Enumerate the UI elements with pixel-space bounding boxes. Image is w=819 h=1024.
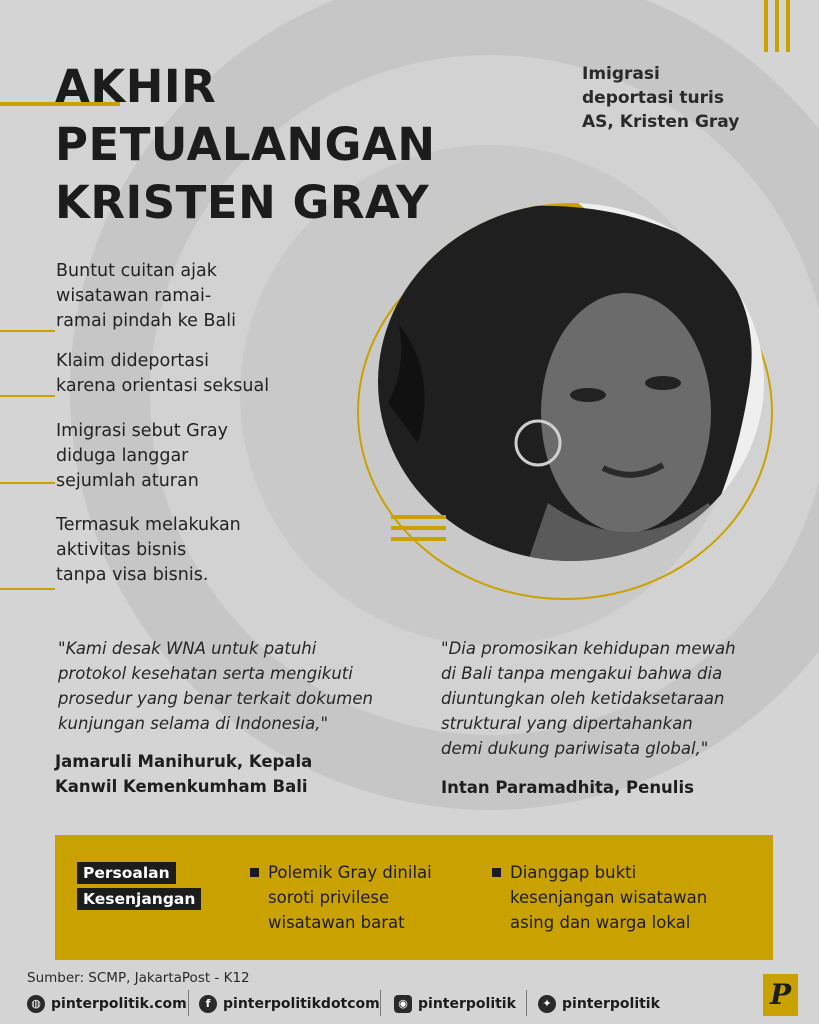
key-point-1: [56, 259, 236, 334]
key-point-line: Klaim dideportasi: [56, 351, 209, 371]
subtitle-line-1: Imigrasi: [582, 64, 660, 84]
key-point-line: diduga langgar: [56, 446, 189, 466]
instagram-icon: ◉: [394, 995, 412, 1013]
social-label: pinterpolitik: [562, 996, 660, 1012]
brand-logo: P: [763, 974, 798, 1016]
title-line-3: KRISTEN GRAY: [55, 176, 430, 229]
key-point-2: [56, 349, 269, 399]
quote-line: "Kami desak WNA untuk patuhi: [58, 639, 317, 658]
quote-1: [58, 636, 438, 736]
quote-line: demi dukung pariwisata global,": [441, 739, 709, 758]
quote-line: kunjungan selama di Indonesia,": [58, 714, 329, 733]
issue-line: wisatawan barat: [268, 913, 405, 932]
key-point-line: sejumlah aturan: [56, 471, 199, 491]
point-accent-line: [0, 395, 55, 397]
key-point-line: ramai pindah ke Bali: [56, 311, 236, 331]
quote-line: diuntungkan oleh ketidaksetaraan: [441, 689, 725, 708]
facebook-icon: f: [199, 995, 217, 1013]
quote-line: di Bali tanpa mengakui bahwa dia: [441, 664, 723, 683]
point-accent-line: [0, 482, 55, 484]
subtitle: [582, 62, 782, 134]
key-point-line: wisatawan ramai-: [56, 286, 212, 306]
social-label: pinterpolitik.com: [51, 996, 187, 1012]
key-point-line: Termasuk melakukan: [56, 515, 241, 535]
source-line: Jamaruli Manihuruk, Kepala: [55, 752, 313, 771]
portrait-photo: [378, 203, 764, 561]
key-point-line: tanpa visa bisnis.: [56, 565, 209, 585]
title-line-1: AKHIR: [55, 60, 217, 113]
quote-2: [441, 636, 801, 761]
left-eye: [570, 388, 606, 402]
source-credit: Sumber: SCMP, JakartaPost - K12: [27, 970, 250, 986]
source-line: Kanwil Kemenkumham Bali: [55, 777, 308, 796]
social-website[interactable]: [27, 994, 187, 1014]
key-point-4: [56, 513, 241, 588]
social-label: pinterpolitikdotcom: [223, 996, 380, 1012]
issue-item-2: [510, 860, 707, 935]
key-point-line: aktivitas bisnis: [56, 540, 187, 560]
social-divider: [380, 990, 381, 1016]
quote-line: "Dia promosikan kehidupan mewah: [441, 639, 736, 658]
portrait-illustration: [378, 203, 764, 561]
point-accent-line: [0, 330, 55, 332]
key-point-line: Buntut cuitan ajak: [56, 261, 217, 281]
key-point-line: karena orientasi seksual: [56, 376, 270, 396]
quote-line: protokol kesehatan serta mengikuti: [58, 664, 353, 683]
issue-line: Polemik Gray dinilai: [268, 863, 432, 882]
issue-item-1: [268, 860, 432, 935]
decorative-vertical-bars: [764, 0, 794, 52]
quote-1-source: [55, 749, 312, 799]
quote-line: prosedur yang benar terkait dokumen: [58, 689, 373, 708]
issue-line: kesenjangan wisatawan: [510, 888, 708, 907]
issue-label-1: Persoalan: [77, 862, 176, 884]
point-accent-line: [0, 588, 55, 590]
social-facebook[interactable]: [199, 994, 380, 1014]
subtitle-line-3: AS, Kristen Gray: [582, 112, 740, 132]
social-instagram[interactable]: [394, 994, 516, 1014]
key-point-3: [56, 419, 228, 494]
issue-line: soroti privilese: [268, 888, 390, 907]
right-eye: [645, 376, 681, 390]
bullet-square: [250, 868, 259, 877]
quote-2-source: [441, 775, 694, 800]
key-point-line: Imigrasi sebut Gray: [56, 421, 228, 441]
subtitle-line-2: deportasi turis: [582, 88, 724, 108]
social-divider: [526, 990, 527, 1016]
issue-line: asing dan warga lokal: [510, 913, 691, 932]
source-line: Intan Paramadhita, Penulis: [441, 778, 694, 797]
globe-icon: ◍: [27, 995, 45, 1013]
face-shape: [541, 293, 711, 533]
social-divider: [188, 990, 189, 1016]
issue-label-2: Kesenjangan: [77, 888, 201, 910]
issue-line: Dianggap bukti: [510, 863, 637, 882]
quote-line: struktural yang dipertahankan: [441, 714, 693, 733]
title-line-2: PETUALANGAN: [55, 118, 436, 171]
twitter-icon: ✦: [538, 995, 556, 1013]
social-label: pinterpolitik: [418, 996, 516, 1012]
bullet-square: [492, 868, 501, 877]
decorative-horizontal-bars: [391, 515, 446, 548]
social-twitter[interactable]: [538, 994, 660, 1014]
